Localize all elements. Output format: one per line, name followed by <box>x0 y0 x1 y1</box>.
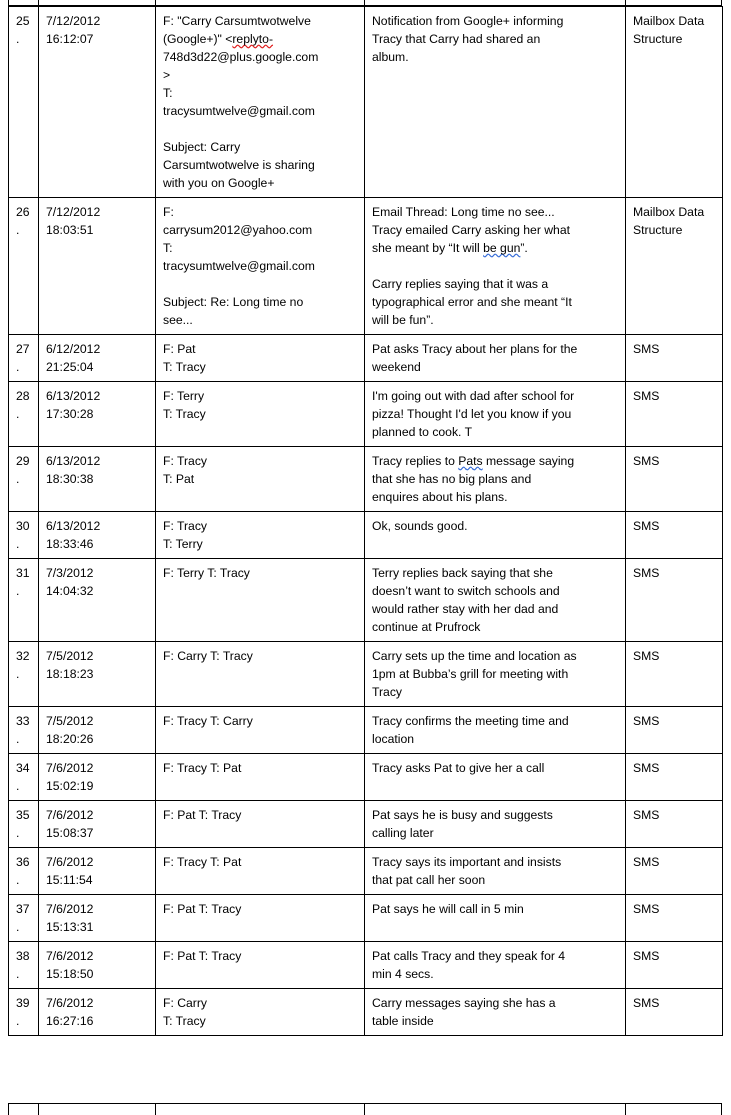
table-row <box>9 642 723 707</box>
cell-datetime <box>39 382 156 447</box>
text-line: min 4 secs. <box>372 967 434 981</box>
cell-description <box>365 512 626 559</box>
date-text: 6/13/2012 <box>46 454 101 468</box>
cell-source: SMS <box>626 848 723 895</box>
cell-from-to <box>156 447 365 512</box>
cell-description <box>365 848 626 895</box>
cell-from-to <box>156 989 365 1036</box>
cell-description <box>365 559 626 642</box>
table-row-partial-bottom <box>8 1103 722 1115</box>
cell-description <box>365 895 626 942</box>
text-line: T: Pat <box>163 472 195 486</box>
text-line: pizza! Thought I'd let you know if you <box>372 407 572 421</box>
text-line: F: Tracy T: Carry <box>163 714 253 728</box>
text-line: Pat asks Tracy about her plans for the <box>372 342 578 356</box>
cell-row-number: 29. <box>9 447 39 512</box>
text-line: weekend <box>372 360 421 374</box>
cell-description <box>365 7 626 198</box>
text-line: see... <box>163 313 193 327</box>
cell-datetime <box>39 801 156 848</box>
time-text: 16:12:07 <box>46 32 94 46</box>
cell-row-number: 27. <box>9 335 39 382</box>
text-line: F: Pat T: Tracy <box>163 808 242 822</box>
cell-from-to <box>156 382 365 447</box>
text-blank-line <box>163 275 358 293</box>
text-line: table inside <box>372 1014 434 1028</box>
table-row <box>9 7 723 198</box>
table-row <box>9 942 723 989</box>
text-line: tracysumtwelve@gmail.com <box>163 259 315 273</box>
text-line: that she has no big plans and <box>372 472 532 486</box>
time-text: 17:30:28 <box>46 407 94 421</box>
time-text: 15:18:50 <box>46 967 94 981</box>
cell-row-number: 28. <box>9 382 39 447</box>
cell-source: SMS <box>626 335 723 382</box>
cell-datetime <box>39 642 156 707</box>
text-line: Carry messages saying she has a <box>372 996 556 1010</box>
cell-datetime <box>39 559 156 642</box>
text-line: planned to cook. T <box>372 425 473 439</box>
cell-datetime <box>39 447 156 512</box>
text-line: album. <box>372 50 409 64</box>
cell-source: SMS <box>626 989 723 1036</box>
cell-row-number: 34. <box>9 754 39 801</box>
text-line: Tracy says its important and insists <box>372 855 562 869</box>
table-body <box>9 7 723 1036</box>
date-text: 7/6/2012 <box>46 761 94 775</box>
time-text: 18:20:26 <box>46 732 94 746</box>
cell-datetime <box>39 707 156 754</box>
date-text: 7/6/2012 <box>46 855 94 869</box>
text-line: 748d3d22@plus.google.com <box>163 50 319 64</box>
time-text: 21:25:04 <box>46 360 94 374</box>
text-line: F: <box>163 205 174 219</box>
cell-source: SMS <box>626 559 723 642</box>
text-line: > <box>163 68 171 82</box>
time-text: 14:04:32 <box>46 584 94 598</box>
table-row <box>9 335 723 382</box>
table-row <box>9 895 723 942</box>
text-line: enquires about his plans. <box>372 490 508 504</box>
text-line: (Google+)" <replyto- <box>163 32 274 46</box>
text-line: F: Terry <box>163 389 205 403</box>
text-line: Carry sets up the time and location as <box>372 649 577 663</box>
text-line: location <box>372 732 415 746</box>
table-row <box>9 801 723 848</box>
text-line: F: Pat T: Tracy <box>163 949 242 963</box>
cell-source: SMS <box>626 942 723 989</box>
cell-datetime <box>39 942 156 989</box>
cell-from-to <box>156 801 365 848</box>
cell-from-to <box>156 559 365 642</box>
table-row <box>9 848 723 895</box>
text-blank-line <box>372 257 619 275</box>
text-line: Tracy <box>372 685 403 699</box>
text-line: will be fun”. <box>372 313 434 327</box>
text-line: F: Tracy T: Pat <box>163 761 242 775</box>
text-line: Carsumtwotwelve is sharing <box>163 158 315 172</box>
date-text: 7/6/2012 <box>46 808 94 822</box>
table-row <box>9 989 723 1036</box>
text-line: Notification from Google+ informing <box>372 14 564 28</box>
cell-description <box>365 801 626 848</box>
text-line: F: Pat T: Tracy <box>163 902 242 916</box>
time-text: 15:08:37 <box>46 826 94 840</box>
cell-description <box>365 642 626 707</box>
cell-row-number: 26. <box>9 198 39 335</box>
text-line: would rather stay with her dad and <box>372 602 559 616</box>
text-line: Tracy replies to Pats message saying <box>372 454 575 468</box>
cell-source: Mailbox Data Structure <box>626 198 723 335</box>
evidence-log-table <box>8 6 723 1036</box>
cell-from-to <box>156 707 365 754</box>
time-text: 18:03:51 <box>46 223 94 237</box>
time-text: 15:13:31 <box>46 920 94 934</box>
cell-row-number: 30. <box>9 512 39 559</box>
cell-row-number: 33. <box>9 707 39 754</box>
cell-row-number: 39. <box>9 989 39 1036</box>
cell-source: SMS <box>626 642 723 707</box>
text-line: Subject: Carry <box>163 140 241 154</box>
text-line: T: Tracy <box>163 1014 206 1028</box>
time-text: 15:02:19 <box>46 779 94 793</box>
cell-from-to <box>156 512 365 559</box>
text-line: that pat call her soon <box>372 873 486 887</box>
cell-from-to <box>156 198 365 335</box>
text-line: Ok, sounds good. <box>372 519 468 533</box>
text-line: F: Tracy T: Pat <box>163 855 242 869</box>
cell-row-number: 35. <box>9 801 39 848</box>
text-line: Pat calls Tracy and they speak for 4 <box>372 949 566 963</box>
cell-datetime <box>39 335 156 382</box>
cell-datetime <box>39 512 156 559</box>
cell-datetime <box>39 7 156 198</box>
cell-description <box>365 754 626 801</box>
date-text: 6/13/2012 <box>46 389 101 403</box>
text-line: T: <box>163 86 173 100</box>
time-text: 15:11:54 <box>46 873 93 887</box>
cell-source: SMS <box>626 754 723 801</box>
cell-description <box>365 335 626 382</box>
table-row <box>9 754 723 801</box>
cell-source: SMS <box>626 895 723 942</box>
cell-source: SMS <box>626 447 723 512</box>
date-text: 7/6/2012 <box>46 902 94 916</box>
time-text: 18:18:23 <box>46 667 94 681</box>
cell-description <box>365 382 626 447</box>
cell-source: SMS <box>626 382 723 447</box>
cell-datetime <box>39 198 156 335</box>
cell-from-to <box>156 335 365 382</box>
text-blank-line <box>163 120 358 138</box>
date-text: 7/6/2012 <box>46 949 94 963</box>
cell-description <box>365 707 626 754</box>
cell-from-to <box>156 942 365 989</box>
text-line: typographical error and she meant “It <box>372 295 572 309</box>
time-text: 18:30:38 <box>46 472 94 486</box>
cell-datetime <box>39 895 156 942</box>
cell-row-number: 38. <box>9 942 39 989</box>
table-row <box>9 707 723 754</box>
text-line: T: Tracy <box>163 360 206 374</box>
cell-source: SMS <box>626 801 723 848</box>
cell-source: SMS <box>626 707 723 754</box>
date-text: 7/5/2012 <box>46 714 94 728</box>
text-line: Email Thread: Long time no see... <box>372 205 555 219</box>
text-line: with you on Google+ <box>163 176 275 190</box>
text-line: Subject: Re: Long time no <box>163 295 304 309</box>
text-line: Tracy asks Pat to give her a call <box>372 761 545 775</box>
text-line: F: "Carry Carsumtwotwelve <box>163 14 311 28</box>
cell-source: SMS <box>626 512 723 559</box>
text-line: Tracy that Carry had shared an <box>372 32 541 46</box>
date-text: 7/5/2012 <box>46 649 94 663</box>
cell-description <box>365 989 626 1036</box>
text-line: calling later <box>372 826 434 840</box>
text-line: doesn’t want to switch schools and <box>372 584 560 598</box>
text-line: T: <box>163 241 173 255</box>
date-text: 7/6/2012 <box>46 996 94 1010</box>
cell-from-to <box>156 7 365 198</box>
table-row <box>9 382 723 447</box>
cell-description <box>365 447 626 512</box>
time-text: 16:27:16 <box>46 1014 94 1028</box>
text-line: she meant by “It will be gun”. <box>372 241 528 255</box>
cell-description <box>365 198 626 335</box>
text-line: Tracy emailed Carry asking her what <box>372 223 571 237</box>
text-line: T: Terry <box>163 537 203 551</box>
date-text: 7/3/2012 <box>46 566 94 580</box>
text-line: F: Tracy <box>163 519 208 533</box>
text-line: F: Pat <box>163 342 196 356</box>
table-row <box>9 447 723 512</box>
text-line: T: Tracy <box>163 407 206 421</box>
text-line: F: Tracy <box>163 454 208 468</box>
text-line: continue at Prufrock <box>372 620 481 634</box>
cell-datetime <box>39 989 156 1036</box>
table-row <box>9 559 723 642</box>
date-text: 6/12/2012 <box>46 342 101 356</box>
cell-from-to <box>156 848 365 895</box>
text-line: Pat says he is busy and suggests <box>372 808 553 822</box>
cell-row-number: 36. <box>9 848 39 895</box>
cell-row-number: 37. <box>9 895 39 942</box>
text-line: tracysumtwelve@gmail.com <box>163 104 315 118</box>
text-line: Tracy confirms the meeting time and <box>372 714 569 728</box>
text-line: Terry replies back saying that she <box>372 566 553 580</box>
time-text: 18:33:46 <box>46 537 94 551</box>
text-line: F: Carry T: Tracy <box>163 649 253 663</box>
text-line: carrysum2012@yahoo.com <box>163 223 313 237</box>
cell-datetime <box>39 848 156 895</box>
cell-row-number: 31. <box>9 559 39 642</box>
text-line: F: Terry T: Tracy <box>163 566 250 580</box>
cell-from-to <box>156 642 365 707</box>
cell-datetime <box>39 754 156 801</box>
cell-source: Mailbox Data Structure <box>626 7 723 198</box>
cell-row-number: 25. <box>9 7 39 198</box>
date-text: 7/12/2012 <box>46 14 101 28</box>
cell-description <box>365 942 626 989</box>
cell-row-number: 32. <box>9 642 39 707</box>
text-line: Pat says he will call in 5 min <box>372 902 524 916</box>
text-line: F: Carry <box>163 996 208 1010</box>
cell-from-to <box>156 754 365 801</box>
table-row <box>9 512 723 559</box>
table-row <box>9 198 723 335</box>
cell-from-to <box>156 895 365 942</box>
text-line: 1pm at Bubba’s grill for meeting with <box>372 667 569 681</box>
date-text: 7/12/2012 <box>46 205 101 219</box>
date-text: 6/13/2012 <box>46 519 101 533</box>
text-line: Carry replies saying that it was a <box>372 277 549 291</box>
text-line: I'm going out with dad after school for <box>372 389 575 403</box>
